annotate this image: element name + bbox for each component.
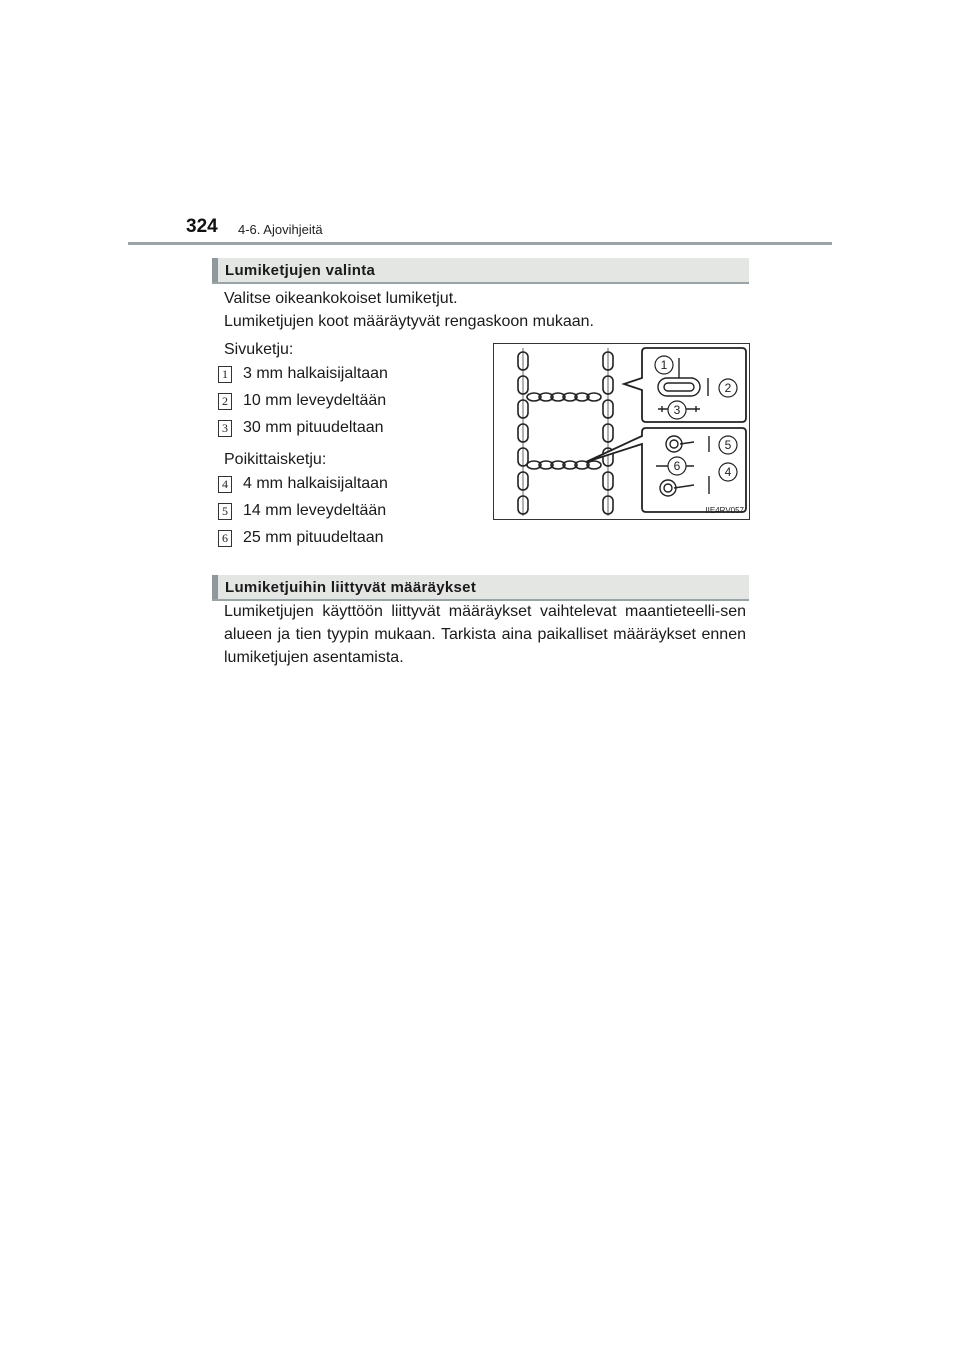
section-heading-label: Lumiketjuihin liittyvät määräykset: [225, 579, 477, 596]
diagram-code: IIE4RV057: [705, 506, 744, 515]
spec-number-badge: 4: [218, 476, 232, 493]
header-rule: [128, 242, 832, 245]
regulations-paragraph: Lumiketjujen käyttöön liittyvät määräykset vaihtelevat maantieteelli-sen alueen ja tien tyypin mukaan. Tarkista aina paikalliset määräykset ennen lumiketjujen asentamista.: [224, 603, 746, 666]
spec-number-badge: 5: [218, 503, 232, 520]
spec-text: 4 mm halkaisijaltaan: [243, 475, 388, 492]
spec-text: 10 mm leveydeltään: [243, 392, 387, 409]
spec-number-badge: 1: [218, 366, 232, 383]
diagram-callout: 1: [660, 358, 668, 372]
diagram-callout: 4: [724, 465, 732, 479]
intro-line-1: Valitse oikeankokoiset lumiketjut.: [224, 290, 458, 307]
diagram-callout: 6: [673, 459, 681, 473]
diagram-callout: 5: [724, 438, 732, 452]
section-heading-regulations: [212, 575, 749, 601]
page-number: 324: [186, 216, 218, 237]
side-chain-label: Sivuketju:: [224, 341, 294, 358]
spec-number-badge: 3: [218, 420, 232, 437]
spec-text: 3 mm halkaisijaltaan: [243, 365, 388, 382]
cross-chain-label: Poikittaisketju:: [224, 451, 327, 468]
spec-number-badge: 6: [218, 530, 232, 547]
section-heading-chain-selection: [212, 258, 749, 284]
spec-text: 30 mm pituudeltaan: [243, 419, 384, 436]
section-path: 4-6. Ajovihjeitä: [238, 222, 323, 237]
section-heading-label: Lumiketjujen valinta: [225, 262, 376, 279]
snow-chain-diagram: [493, 343, 750, 520]
snow-chain-illustration: [494, 344, 749, 519]
spec-text: 14 mm leveydeltään: [243, 502, 387, 519]
diagram-callout: 3: [673, 403, 681, 417]
intro-line-2: Lumiketjujen koot määräytyvät rengaskoon mukaan.: [224, 313, 594, 330]
spec-text: 25 mm pituudeltaan: [243, 529, 384, 546]
diagram-callout: 2: [724, 381, 732, 395]
spec-number-badge: 2: [218, 393, 232, 410]
